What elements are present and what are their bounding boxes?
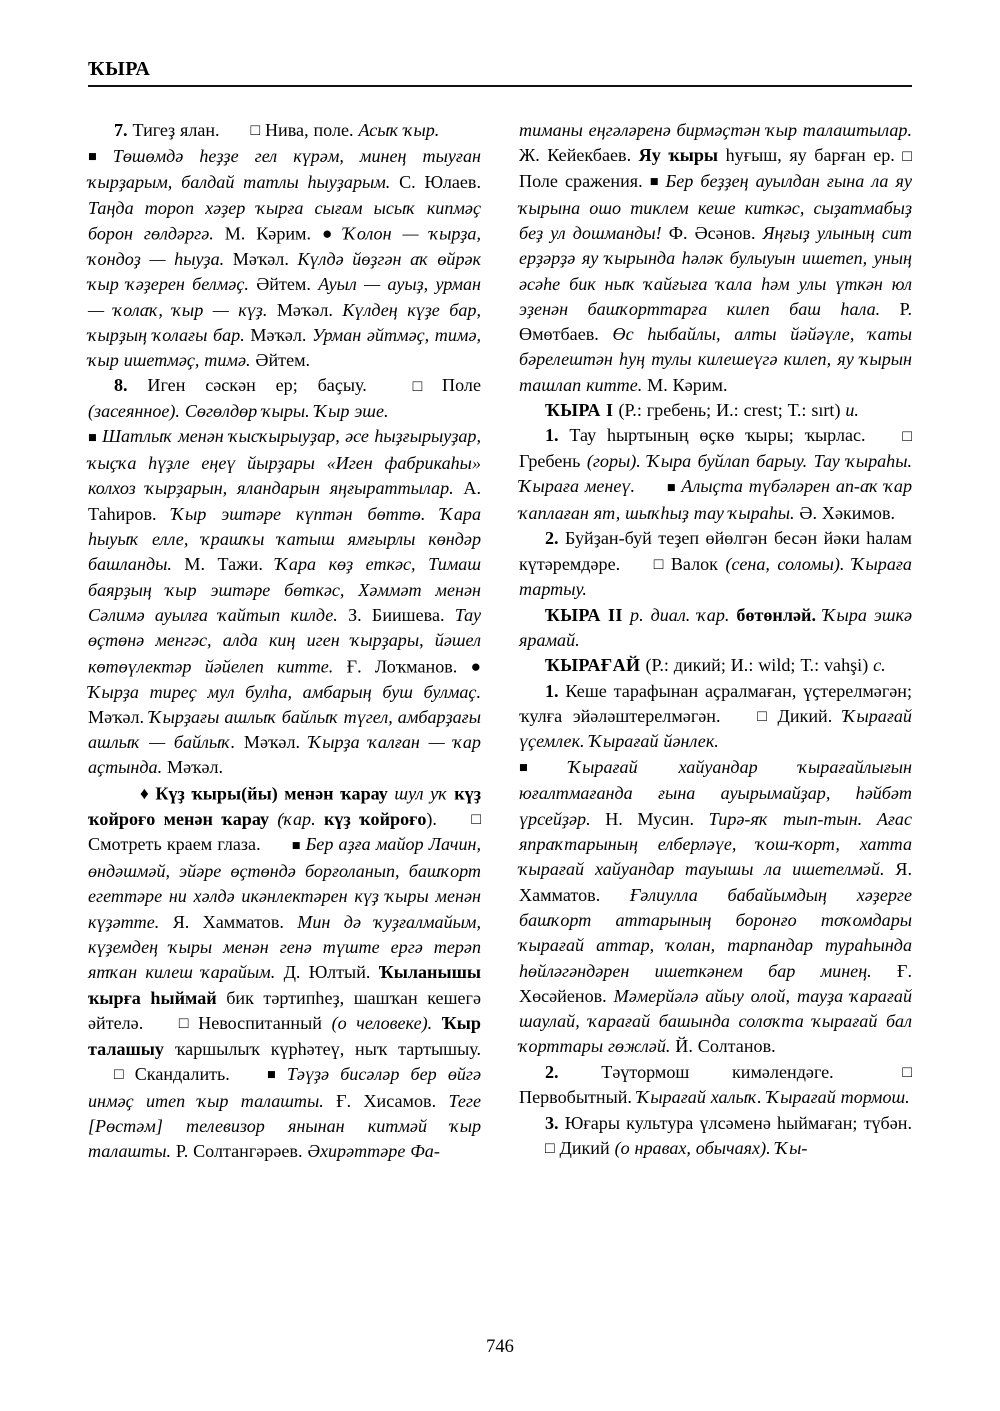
open-square-marker-icon: □ — [902, 427, 912, 445]
definition-text: Ғ. Хисамов. — [336, 1090, 449, 1111]
definition-text: З. Биишева. — [348, 604, 455, 625]
example-text: Әхирәттәре Фа- — [307, 1141, 440, 1162]
filled-square-marker-icon: ■ — [291, 837, 301, 854]
kyragai-sense-3 — [519, 1111, 912, 1162]
open-square-marker-icon: □ — [902, 1064, 912, 1082]
definition-text: Я. Хамматов. — [172, 911, 298, 932]
example-text: Ҡырағай үҫемлек. Ҡырағай йәнлек. — [519, 705, 912, 752]
bold-term: 3. — [545, 1112, 559, 1133]
example-text: Ҡыр эштәре күптән бөттө. Ҡара һыуыҡ елле, ҡрашҡы ҡатыш ямғырлы көндәр башланды. — [88, 503, 481, 575]
definition-text: М. Кәрим. — [224, 223, 322, 244]
entry-headword: ҠЫРАҒАЙ — [545, 655, 646, 676]
bold-term: Ҡыланышы ҡырға һыймай — [88, 962, 482, 1008]
definition-text: Мәҡәл. — [276, 299, 343, 320]
definition-text: Ғ. Лоҡманов. — [346, 656, 471, 677]
example-text: (ҡар. — [277, 808, 324, 829]
bold-term: Ҡыр талашыу — [88, 1012, 481, 1059]
definition-text: ). — [426, 808, 446, 829]
example-text: Ауыл — ауыҙ, урман — ҡолаҡ, ҡыр — күҙ. — [88, 274, 482, 320]
definition-text: С. Юлаев. — [399, 172, 482, 193]
example-text: тиманы еңгәләренә бирмәҫтән ҡыр талаштылар. — [519, 120, 912, 140]
example-text: (сена, соломы). Ҡыраға тартыу. — [519, 553, 912, 600]
filled-square-marker-icon: ■ — [88, 429, 97, 446]
definition-text: Поле сражения. — [519, 170, 650, 191]
definition-text: Мәҡәл. — [166, 757, 224, 778]
bullet-marker-icon: ● — [321, 223, 333, 243]
example-text: Шатлыҡ менән ҡысҡырыуҙар, әсе һыҙғырыуҙар, ҡыҫҡа һүҙле еңеү йырҙары «Иген фабрикаһы» колхоз ҡырҙарын, яландарын яңғыраттылар. — [88, 426, 481, 499]
bold-term: 1. — [545, 425, 559, 446]
example-text: Ҡырҙа ҡалған — ҡар аҫтында. — [88, 732, 481, 778]
idiom-kuz-kyry — [88, 781, 481, 1165]
definition-text: (Р.: дикий; И.: wild; Т.: vahşi) — [645, 655, 874, 676]
column-right — [519, 118, 912, 1313]
filled-square-marker-icon: ■ — [649, 174, 659, 191]
header-rule — [88, 85, 912, 87]
definition-text: Кеше тарафынан аҫралмаған, үҫтерелмәгән; ҡулға эйәләштерелмәгән. — [519, 680, 912, 726]
definition-text: Р. Солтангәрәев. — [175, 1141, 308, 1162]
example-text: (о человеке). — [331, 1012, 442, 1033]
example-text: Өс һыбайлы, алты йәйәүле, ҡаты бәрелештән һуң тулы килешеүгә килеп, яу ҡырын ташлап китте. — [519, 324, 912, 395]
bold-term: Яу ҡыры — [638, 145, 726, 166]
definition-text: Ә. Хәкимов. — [799, 503, 896, 524]
entry-kyragai — [519, 653, 912, 678]
definition-text: Валок — [663, 553, 726, 574]
definition-text: М. Тажи. — [184, 554, 276, 575]
bold-term: 2. — [545, 528, 559, 549]
definition-text: Д. Юлтый. — [283, 962, 379, 983]
example-text: Төшөмдә һеҙҙе гел күрәм, минең тыуған ҡырҙарым, балдай татлы һыуҙарым. — [88, 145, 481, 193]
definition-text: Р. Өмөтбаев. — [519, 298, 912, 345]
definition-text: Мәҡәл. — [243, 732, 309, 753]
example-text: Яңғыҙ улының сит ерҙәрҙә яу ҡырында һәләк булыуын ишетеп, уның әсәһе бик ныҡ ҡайғыға ҡала һәм улы үткән юл эҙенән башҡорттарға килеп баш һала. — [519, 222, 912, 319]
definition-text: А. Таһиров. — [88, 478, 481, 524]
kyragai-sense-2 — [519, 1060, 912, 1111]
example-text: Тирә-яҡ тып-тын. Ағас япраҡтарының елберләүе, ҡош-ҡорт, хатта ҡырағай хайуандар тауышы ла ишетелмәй. — [519, 808, 913, 880]
example-text: Ҡара көҙ еткәс, Тимаш баярҙың ҡыр эштәре бөткәс, Хәммәт менән Сәлимә ауылға ҡайтып килде. — [88, 554, 481, 625]
definition-text: Юғары культура үлсәменә һыймаған; түбән. — [558, 1112, 912, 1133]
example-text: (горы). Ҡыра буйлап барыу. Тау ҡыраһы. Ҡыраға менеү. — [519, 451, 912, 497]
definition-text: ҡаршылыҡ күрһәтеү, ныҡ тартышыу. — [174, 1038, 481, 1059]
example-text: Урман әйтмәҫ, тимә, ҡыр ишетмәҫ, тимә. — [88, 324, 481, 371]
bullet-marker-icon: ● — [470, 656, 482, 676]
definition-text: Невоспитанный — [188, 1012, 332, 1033]
sense-8 — [88, 373, 481, 424]
example-text: Ҡолон — ҡырҙа, ҡондоҙ — һыуҙа. — [88, 223, 482, 269]
definition-text: һуғыш, яу барған ер. — [725, 145, 903, 166]
definition-text: Мәҡәл. — [250, 324, 313, 345]
kyragai-sense-1-citations — [519, 755, 912, 1060]
definition-text: Ж. Кейекбаев. — [519, 145, 639, 166]
definition-text: Я. Хамматов. — [519, 859, 912, 905]
example-text: с. — [873, 655, 886, 676]
definition-text: Иген сәскән ер; баҫыу. — [127, 375, 387, 396]
filled-square-marker-icon: ■ — [666, 479, 676, 496]
page-number: 746 — [486, 1337, 514, 1357]
definition-text: Смотреть краем глаза. — [88, 834, 266, 855]
example-text: Мин дә ҡуҙғалмайым, күҙемдең ҡыры менән генә түште ергә терәп ятҡан килеш ҡарайым. — [88, 911, 481, 983]
definition-text: Тигеҙ ялан. — [127, 120, 225, 140]
definition-text: Дикий. — [766, 705, 843, 726]
bold-term: 7. — [114, 120, 128, 140]
running-head-text: ҠЫРА — [88, 58, 151, 80]
definition-text: бик тәртипһеҙ, шашҡан кешегә әйтелә. — [88, 987, 481, 1033]
entry-kyra-1 — [519, 398, 912, 423]
text-columns — [88, 118, 912, 1313]
open-square-marker-icon: □ — [545, 1140, 555, 1158]
bold-term: 8. — [114, 375, 128, 396]
example-text: р. диал. ҡар. — [630, 604, 737, 625]
sense-7 — [88, 118, 481, 144]
entry-headword: ҠЫРА II — [545, 604, 631, 625]
open-square-marker-icon: □ — [250, 122, 261, 140]
definition-text: М. Кәрим. — [647, 374, 728, 395]
entry-kyra-2 — [519, 603, 912, 654]
example-text: Ҡырҙағы ашлыҡ байлыҡ түгел, амбарҙағы ашлыҡ — байлыҡ. — [88, 706, 481, 753]
definition-text: Ғ. Хөсәйенов. — [519, 960, 912, 1006]
filled-square-marker-icon: ■ — [266, 1067, 276, 1084]
definition-text: Буйҙан-буй теҙеп өйөлгән бесән йәки һалам күтәремдәре. — [519, 528, 912, 574]
bold-term: күҙ ҡойроғо — [324, 808, 427, 829]
entry-headword: ҠЫРА I — [545, 400, 619, 421]
continued-citations — [519, 118, 912, 398]
example-text: Асыҡ ҡыр. — [358, 120, 440, 140]
definition-text: Гребень — [519, 451, 587, 472]
kyra1-sense-2 — [519, 526, 912, 602]
definition-text: Әйтем. — [255, 350, 311, 371]
bold-term: 1. — [545, 680, 559, 701]
open-square-marker-icon: □ — [653, 556, 664, 574]
example-text: и. — [845, 400, 859, 421]
bold-term: бөтөнләй. — [736, 604, 823, 625]
definition-text: Первобытный. — [519, 1087, 637, 1108]
example-text: (о нравах, обычаях). Ҡы- — [614, 1138, 808, 1159]
example-text: Тәүҙә бисәләр бер өйгә инмәҫ итеп ҡыр талашты. — [88, 1063, 481, 1111]
definition-text: Н. Мусин. — [605, 808, 709, 829]
column-left — [88, 118, 481, 1313]
example-text: Мәмерйәлә айыу олой, тауҙа ҡарағай шаулай, ҡарағай башында солоҡта ҡырағай бал ҡорттары гөжләй. — [519, 985, 912, 1057]
open-square-marker-icon: □ — [114, 1066, 124, 1084]
definition-text: Мәҡәл. — [232, 248, 298, 269]
bold-term: күҙ ҡойроғо менән ҡарау — [88, 783, 481, 829]
filled-square-marker-icon: ■ — [88, 149, 97, 166]
open-square-marker-icon: □ — [412, 377, 423, 395]
example-text: Алыҫта түбәләрен ап-аҡ ҡар ҡаплаған ят, шыҡһыҙ тау ҡыраһы. — [519, 476, 912, 524]
example-text: Теге [Рөстәм] телевизор янынан китмәй ҡыр талашты. — [88, 1090, 481, 1162]
running-head — [88, 58, 912, 87]
bold-term: 2. — [545, 1061, 559, 1082]
example-text: (засеянное). Сөгөлдөр ҡыры. Ҡыр эше. — [88, 401, 389, 422]
definition-text: Тәүтормош кимәлендәге. — [558, 1061, 877, 1082]
example-text: Күлдә йөҙгән аҡ өйрәк ҡыр ҡәҙерен белмәҫ. — [88, 248, 481, 295]
definition-text: Ф. Әсәнов. — [668, 222, 763, 243]
example-text: Күлдең күҙе бар, ҡырҙың ҡолағы бар. — [88, 299, 482, 345]
definition-text: (Р.: гребень; И.: crest; Т.: sırt) — [618, 400, 846, 421]
example-text: Ҡыра эшкә ярамай. — [519, 604, 912, 650]
bold-term: Күҙ ҡыры(йы) менән ҡарау — [148, 783, 395, 804]
definition-text: Скандалить. — [123, 1063, 241, 1084]
definition-text: Тау һыртының өҫкө ҡыры; ҡырлас. — [558, 425, 877, 446]
sense-7-citations — [88, 144, 481, 374]
example-text: Ҡырҙа тиреҫ мул булһа, амбарың буш булмаҫ. — [88, 681, 481, 702]
kyragai-sense-1 — [519, 679, 912, 755]
example-text: Таңда тороп хәҙер ҡырға сығам ысыҡ кипмәҫ борон гөлдәргә. — [88, 197, 481, 244]
example-text: Ҡырағай хайуандар ҡырағайлығын юғалтмағанда ғына ауырымайҙар, һәйбәт үрсейҙәр. — [519, 756, 912, 829]
open-square-marker-icon: □ — [757, 708, 767, 726]
definition-text: Дикий — [554, 1138, 615, 1159]
kyra1-sense-1 — [519, 423, 912, 526]
open-square-marker-icon: □ — [178, 1015, 189, 1033]
definition-text: Мәҡәл. — [88, 706, 150, 727]
example-text: Тау өҫтөнә менгәс, алда киң иген ҡырҙары, йәшел көтөүлектәр йәйелеп китте. — [88, 604, 482, 677]
example-text: шул уҡ — [394, 783, 455, 804]
definition-text: Поле — [422, 375, 481, 396]
filled-square-marker-icon: ■ — [519, 760, 528, 777]
diamond-marker-icon: ♦ — [140, 783, 149, 803]
example-text: Бер беҙҙең ауылдан ғына ла яу ҡырына ошо тиклем кеше киткәс, сыҙатмабыҙ беҙ ул дошманды! — [519, 170, 912, 243]
open-square-marker-icon: □ — [471, 811, 481, 829]
sense-8-citations — [88, 424, 481, 780]
example-text: Ҡырағай халыҡ. Ҡырағай тормош. — [636, 1087, 910, 1108]
definition-text: Й. Солтанов. — [675, 1036, 776, 1057]
example-text: Бер аҙға майор Лачин, өндәшмәй, эйәре өҫтөндә борғоланып, башҡорт егеттәре ни хәлдә икәнлектәрен күҙ ҡыры менән күҙәтте. — [88, 834, 481, 932]
definition-text: Нива, поле. — [260, 120, 359, 140]
example-text: Ғәлиулла бабайымдың хәҙерге башҡорт аттарының боронғо тоҡомдары ҡырағай аттар, ҡолан, тарпандар тураһында һөйләгәндәрен ишеткәнем бар минең. — [519, 884, 912, 981]
open-square-marker-icon: □ — [902, 147, 912, 165]
definition-text: Әйтем. — [256, 274, 319, 295]
